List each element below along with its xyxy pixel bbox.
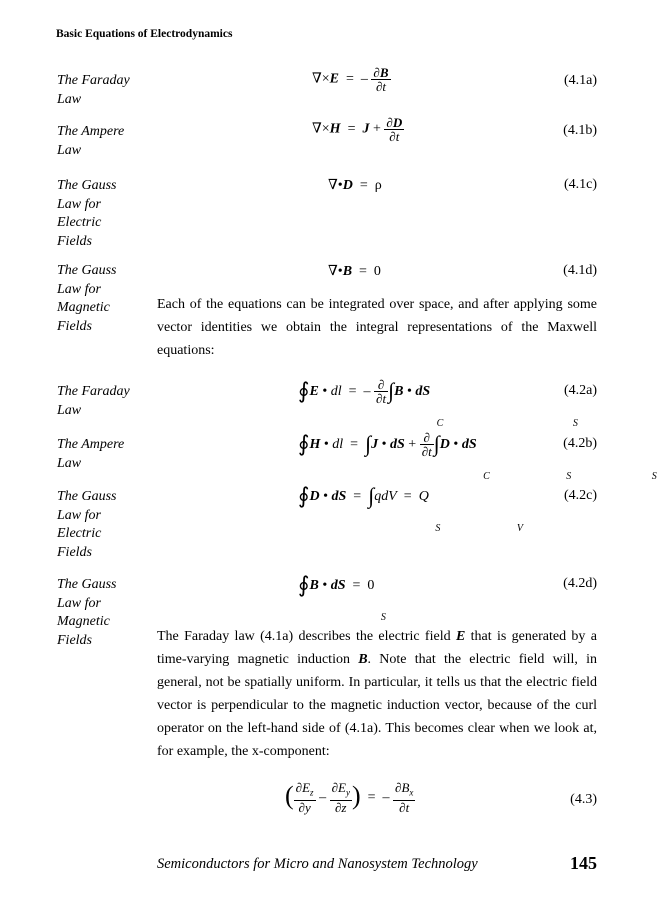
label-line: Law for xyxy=(57,196,101,212)
label-gauss-magnetic xyxy=(57,262,152,336)
text-run: that is generated by a time-varying magnetic induction xyxy=(157,629,597,667)
equation-4-1a: ∇×E = – $\frac{\partial B}{\partial t}$ xyxy=(312,65,389,94)
label-faraday-law xyxy=(57,72,152,109)
label-ampere-law-integral xyxy=(57,436,152,473)
label-line: The Faraday xyxy=(57,384,130,399)
eq-number-4-1a: (4.1a) xyxy=(563,73,597,88)
equation-4-2d: ∮B • dS = 0 $_S$ xyxy=(298,572,386,623)
eq-number-4-1d: (4.1d) xyxy=(563,263,597,278)
equation-4-3: ( $\frac{\partial E_z}{\partial y}$ – $\frac{\partial E_y}{\partial z}$ ) = – $\frac{\partial B_x}{\partial t}$ xyxy=(285,780,414,816)
label-line: The Gauss xyxy=(57,577,117,592)
eq-number-4-2c: (4.2c) xyxy=(563,488,597,503)
label-line: Magnetic xyxy=(57,300,110,315)
text-run: . Note that the electric field will, in general, not be spatially uniform. In particular, it tells us that the electric field vector is perpendicular to the magnetic induction vector, because of the curl operator on the left-hand side of (4.1a). This becomes clear when we look at, for example, the x-component: xyxy=(157,652,597,759)
label-ampere-law xyxy=(57,123,152,160)
label-line: Law xyxy=(57,91,82,107)
label-line: Law xyxy=(57,455,82,471)
equation-4-1c: ∇•D = ρ xyxy=(328,178,382,193)
label-line: The Gauss xyxy=(57,178,117,193)
equation-4-1b: ∇×H = J + $\frac{\partial D}{\partial t}$ xyxy=(312,115,403,144)
equation-4-2b: ∮H • dl = ∫J • dS + $\frac{\partial}{\partial t}$ ∫D • dS $_C$ $_S$ $_S$ xyxy=(298,430,657,482)
label-line: The Ampere xyxy=(57,124,125,139)
label-gauss-electric-integral xyxy=(57,488,152,562)
label-faraday-law-integral xyxy=(57,383,152,420)
eq-number-4-2a: (4.2a) xyxy=(563,383,597,398)
label-line: Magnetic xyxy=(57,614,110,629)
label-line: Law for xyxy=(57,281,101,297)
label-line: Fields xyxy=(57,233,92,249)
label-line: Fields xyxy=(57,544,92,560)
label-line: The Ampere xyxy=(57,437,125,452)
footer-book-title: Semiconductors for Micro and Nanosystem Technology xyxy=(157,856,478,872)
equation-4-1d: ∇•B = 0 xyxy=(328,264,381,279)
paragraph-integral-intro: Each of the equations can be integrated over space, and after applying some vector identities we obtain the integral representations of the Maxwell equations: xyxy=(157,297,597,358)
eq-number-4-1b: (4.1b) xyxy=(563,123,597,138)
eq-number-4-1c: (4.1c) xyxy=(563,177,597,192)
label-line: The Faraday xyxy=(57,73,130,88)
running-header: Basic Equations of Electrodynamics xyxy=(56,28,233,40)
var-e: E xyxy=(455,629,466,644)
label-line: Law for xyxy=(57,595,101,611)
paragraph-faraday-explanation xyxy=(157,625,597,763)
label-line: Fields xyxy=(57,632,92,648)
label-gauss-electric xyxy=(57,177,152,251)
equation-4-2c: ∮D • dS = ∫qdV = Q $_S$ $_V$ xyxy=(298,483,523,534)
equation-4-2a: ∮E • dl = – $\frac{\partial}{\partial t}$ ∫B • dS $_C$ $_S$ xyxy=(298,377,578,429)
label-line: Law for xyxy=(57,507,101,523)
label-line: The Gauss xyxy=(57,489,117,504)
label-gauss-magnetic-integral xyxy=(57,576,152,650)
label-line: Electric xyxy=(57,526,102,541)
page-number: 145 xyxy=(570,853,597,873)
label-line: Law xyxy=(57,142,82,158)
eq-number-4-3: (4.3) xyxy=(570,792,597,807)
var-b: B xyxy=(358,652,368,667)
text-run: The Faraday law (4.1a) describes the electric field xyxy=(157,629,456,644)
label-line: Fields xyxy=(57,318,92,334)
eq-number-4-2b: (4.2b) xyxy=(563,436,597,451)
label-line: The Gauss xyxy=(57,263,117,278)
label-line: Electric xyxy=(57,215,102,230)
eq-number-4-2d: (4.2d) xyxy=(563,576,597,591)
label-line: Law xyxy=(57,402,82,418)
